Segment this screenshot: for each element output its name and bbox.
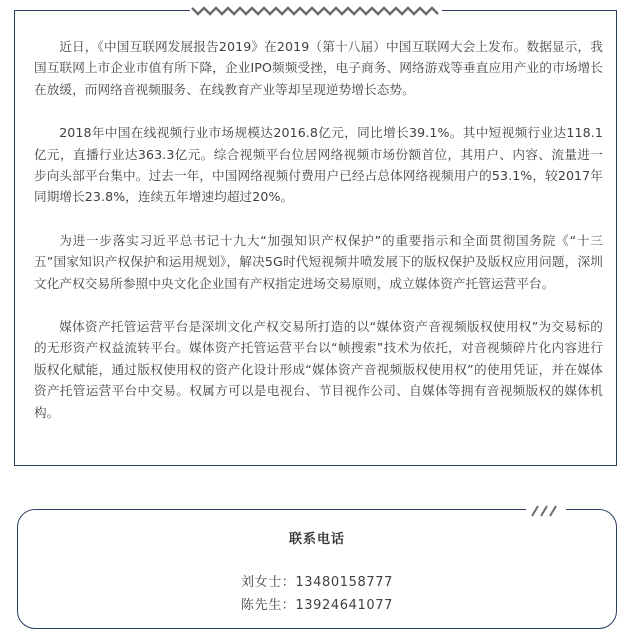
article-frame	[14, 10, 617, 466]
contact-title: 联系电话	[288, 532, 345, 547]
contact-label: 刘女士：	[241, 575, 296, 590]
paragraph-1: 近日，《中国互联网发展报告2019》在2019（第十八届）中国互联网大会上发布。数据显示，我国互联网上市企业市值有所下降，企业IPO频频受挫，电子商务、网络游戏等垂直应用产业的市场增长在放缓，而网络音视频服务、在线教育产业等却呈现逆势增长态势。	[34, 39, 603, 97]
contact-phone[interactable]: 13924641077	[295, 598, 393, 613]
contact-line-chen	[18, 594, 616, 613]
contact-card	[17, 509, 617, 629]
contact-line-liu	[18, 571, 616, 590]
zigzag-decoration	[190, 5, 442, 17]
paragraph-3: 为进一步落实习近平总书记十九大“加强知识产权保护”的重要指示和全面贯彻国务院《“十三五”国家知识产权保护和运用规划》，解决5G时代短视频井喷发展下的版权保护及版权应用问题，深圳文化产权交易所参照中央文化企业国有产权指定进场交易原则，成立媒体资产托管运营平台。	[34, 232, 603, 291]
slash-decoration	[526, 504, 566, 518]
contact-phone[interactable]: 13480158777	[295, 575, 393, 590]
paragraph-2: 2018年中国在线视频行业市场规模达2016.8亿元，同比增长39.1%。其中短视频行业达118.1亿元，直播行业达363.3亿元。综合视频平台位居网络视频市场份额首位，其用户、内容、流量进一步向头部平台集中。过去一年，中国网络视频付费用户已经占总体网络视频用户的53.1%，较2017年同期增长23.8%，连续五年增速均超过20%。	[34, 125, 603, 205]
paragraph-4: 媒体资产托管运营平台是深圳文化产权交易所打造的以“媒体资产音视频版权使用权”为交易标的的无形资产权益流转平台。媒体资产托管运营平台以“帧搜索”技术为依托，对音视频碎片化内容进行版权化赋能，通过版权使用权的资产化设计形成“媒体资产音视频版权使用权”的使用凭证，并在媒体资产托管运营平台中交易。权属方可以是电视台、节目视作公司、自媒体等拥有音视频版权的媒体机构。	[34, 319, 603, 420]
contact-label: 陈先生：	[241, 598, 296, 613]
article-body	[34, 36, 603, 445]
